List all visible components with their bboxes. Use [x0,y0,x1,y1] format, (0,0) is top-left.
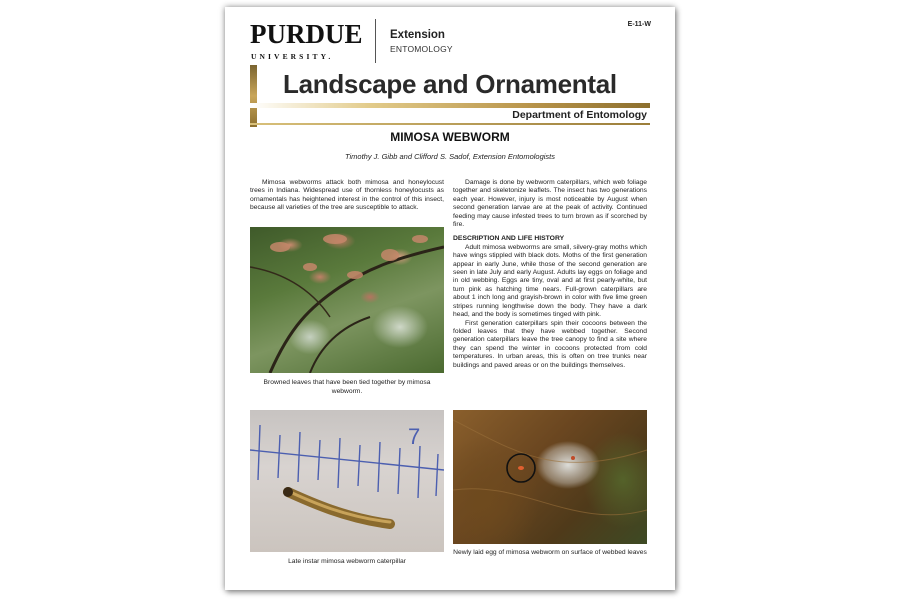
caption-figure-1: Browned leaves that have been tied together by mimosa webworm. [263,379,431,395]
document-title: MIMOSA WEBWORM [390,130,510,144]
authors-line: Timothy J. Gibb and Clifford S. Sadof, Extension Entomologists [344,152,556,161]
gold-horizontal-rule [250,103,650,108]
egg-on-leaf-graphic [453,410,647,544]
damage-paragraph: Damage is done by webworm caterpillars, which web foliage together and skeletonize leaflets. The insect has two generations each year. However, injury is most noticeable by August when second generation larvae are at the peak of activity. Continued feeding may cause infested trees to turn brown as if scorched by fire. [453,179,647,229]
intro-paragraph: Mimosa webworms attack both mimosa and honeylocust trees in Indiana. Widespread use of thornless honeylocusts as ornamentals has heightened interest in the control of this insect, because all varieties of the tree are susceptible to attack. [250,179,444,212]
header-divider [375,19,376,63]
left-column [250,179,444,213]
caption-figure-2: Late instar mimosa webworm caterpillar [288,558,406,565]
ruler-and-caterpillar-graphic [250,410,444,552]
photo-webbed-leaves [453,410,647,544]
series-title: Landscape and Ornamental [283,69,617,99]
photo-caterpillar [250,410,444,552]
right-column [453,179,647,370]
entomology-label: ENTOMOLOGY [390,44,453,54]
university-logo-text: UNIVERSITY. [251,52,334,61]
gold-vertical-rule [250,65,257,127]
ruler-number: 7 [408,424,421,449]
section-heading: DESCRIPTION AND LIFE HISTORY [453,235,565,243]
extension-label: Extension [390,29,445,41]
life-history-paragraph: First generation caterpillars spin their cocoons between the folded leaves that they have webbed together. Second generation caterpillars leave the tree canopy to find a site where they can spend the winter in cocoons protected from cold temperatures. In urban areas, this is often on tree trunks near buildings and paved areas or on the buildings themselves. [453,319,647,369]
photo-browned-leaves [250,227,444,373]
caption-figure-3: Newly laid egg of mimosa webworm on surface of webbed leaves [453,549,647,556]
publication-number: E-11-W [627,21,651,28]
description-paragraph: Adult mimosa webworms are small, silvery-gray moths which have wings stippled with black dots. Moths of the first generation appear in early June, while those of the second generation are seen in late July and early August. Adults lay eggs on foliage and in old webbing. Eggs are tiny, oval and at first pearly-white, but turn pink as hatching time nears. Full-grown caterpillars are about 1 inch long and grayish-brown in color with five lime green stripes running lengthwise down the body. They have a dark head, and the body is sometimes tinged with pink. [453,243,647,319]
department-label: Department of Entomology [512,109,647,121]
purdue-logo-text: PURDUE [250,19,363,49]
document-page [225,7,675,590]
tree-branches-graphic [250,227,444,373]
gold-thin-rule [250,123,650,125]
